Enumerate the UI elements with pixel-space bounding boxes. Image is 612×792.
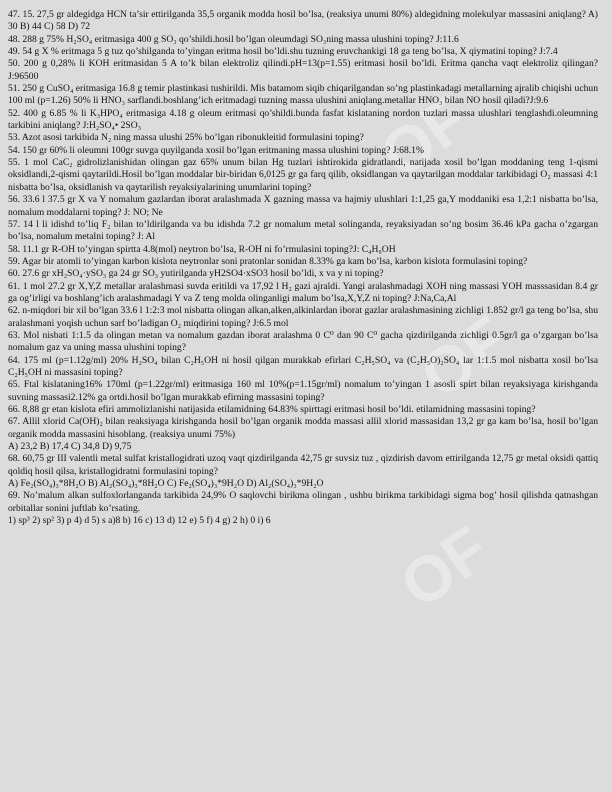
problem-48: 48. 288 g 75% H₂SO₄ eritmasiga 400 g SO₃ qo’shildi.hosil bo’lgan oleumdagi SO₃ning massa ulushini toping? J:11.6 (8, 33, 459, 45)
problem-49: 49. 54 g X % eritmaga 5 g tuz qo’shilganda to’yingan eritma hosil bo’ldi.shu tuzning eruvchankigi 18 ga teng bo’lsa, X qiymatini toping? J:7.4 (8, 46, 558, 58)
problem-55: 55. 1 mol CaC₂ gidrolizlanishidan olingan gaz 65% unum bilan Hg tuzlari ishtirokida gidratlandi, natijada xosil bo’lgan moddaning teng 1-qismi oksidlandi,2-qismi qaytarildi.Hosil bo’lgan moddalar bir-biridan 6,0125 gr ga farq qilib, oksidlangan va qaytarilgan moddalar tarkibidagi O₂ massasi 4:1 nisbatta bo’lsa, oksidlanish va qaytarilish reyaksiyalarining unumlarini toping? (8, 157, 598, 193)
watermark: OF OF OF (367, 82, 522, 622)
problem-66: 66. 8,88 gr etan kislota efiri ammolizlanishi natijasida etilamidning 64.83% spirttagi eritmasi hosil bo’ldi. etilamidning massasini toping? (8, 404, 536, 415)
problem-53: 53. Azot asosi tarkibida N₂ ning massa ulushi 25% bo’lgan ribonukleitid formulasini toping? (8, 132, 364, 144)
problem-68: 68. 60,75 gr III valentli metal sulfat kristallogidrati uzoq vaqt qizdirilganda 42,75 gr suvsiz tuz , qizdirish davom ettirilganda 12,75 gr metal oksidi qattiq qoldiq hosil qilsa, kristallogidratni formulasini toping? (8, 453, 598, 477)
problem-63: 63. Mol nisbati 1:1.5 da olingan metan va nomalum gazdan iborat aralashma 0 C⁰ dan 90 C⁰ gacha qizdirilganda zichligi 0.5gr/l ga o’zgargan bo’lsa nomalum gaz va uning massa ulushini toping? (8, 329, 598, 354)
problem-62: 62. n-miqdori bir xil bo’lgan 33.6 l 1:2:3 mol nisbatta olingan alkan,alken,alkinlardan iborat gazlar aralashmasining zichligi 1.852 gr/l ga teng bo’lsa, shu aralashmani yoqish uchun sarf bo’ladigan O₂ miqdirini toping? J:6.5 mol (8, 305, 598, 329)
problem-67-options: A) 23,2 B) 17,4 C) 34,8 D) 9,75 (8, 441, 132, 453)
problem-69-options: 1) sp³ 2) sp² 3) p 4) d 5) s a)8 b) 16 c) 13 d) 12 e) 5 f) 4 g) 2 h) 0 i) 6 (8, 515, 271, 527)
problem-59: 59. Agar bir atomli to’yingan karbon kislota neytronlar soni pratonlar sonidan 8.33% ga kam bo’lsa, karbon kislota formulasini toping? (8, 255, 528, 267)
problem-65: 65. Ftal kislataning16% 170ml (p=1.22gr/ml) eritmasiga 160 ml 10%(p=1.15gr/ml) nomalum to’yingan 1 asosli spirt bilan reyaksiyaga kirishganda suvning massasi2.12% ga ortdi.hosil bo’lgan murakkab efirning massasini toping? (8, 379, 598, 403)
problem-54: 54. 150 gr 60% li oleumni 100gr suvga quyilganda xosil bo’lgan eritmaning massa ulushini toping? J:68.1% (8, 144, 424, 156)
problem-58: 58. 11.1 gr R-OH to’yingan spirtta 4.8(mol) neytron bo’lsa, R-OH ni fo’rmulasini toping?J: C₄H₉OH (8, 243, 396, 255)
problem-51: 51. 250 g CuSO₄ eritmasiga 16.8 g temir plastinkasi tushirildi. Mis batamom siqib chiqarilgandan so’ng plastinkadagi metallarning ajralib chiqishi uchun 100 ml (p=1.26) 50% li HNO₃ sarflandi.boshlang’ich eritmadagi tuzning massa ulushini aniqlang.metallar HNO₃ bilan NO hosil qiladi?J:9.6 (8, 83, 598, 107)
problem-50: 50. 200 g 0,28% li KOH eritmasidan 5 A to’k bilan elektroliz qilindi.pH=13(p=1.55) eritmasi hosil bo’ldi. Eritma qancha vaqt elektroliz qilingan?J:96500 (8, 58, 598, 82)
problem-64: 64. 175 ml (p=1.12g/ml) 20% H₂SO₄ bilan C₂H₅OH ni hosil qilgan murakkab efirlari C₂H₅SO₄ va (C₂H₅O)₂SO₄ lar 1:1.5 mol nisbatta xosil bo’lsa C₂H₅OH ni massasini toping? (8, 354, 598, 378)
problem-69: 69. No’malum alkan sulfoxlorlanganda tarkibida 24,9% O saqlovchi birikma olingan , ushbu birikma tarkibidagi sigma bog’ hosil qilishda qatnashgan orbitallar sonini juftlab ko’rsating. (8, 490, 598, 514)
problem-56: 56. 33.6 l 37.5 gr X va Y nomalum gazlardan iborat aralashmada X gazning massa va hajmiy ulushlari 1:1,25 ga,Y moddaniki esa 1,2:1 nisbatta bo’lsa, nomalum moddalarni toping? J: NO; Ne (8, 194, 598, 218)
document-page (8, 9, 598, 527)
problem-68-options: A) Fe₂(SO₄)₃*8H₂O B) Al₂(SO₄)₃*8H₂O C) Fe₂(SO₄)₃*9H₂O D) Al₂(SO₄)₃*9H₂O (8, 478, 324, 490)
problem-60: 60. 27.6 gr xH₂SO₄·ySO₃ ga 24 gr SO₃ yutirilganda yH2SO4·xSO3 hosil bo’ldi, x va y ni toping? (8, 268, 384, 280)
problem-52: 52. 400 g 6.85 % li K₃HPO₄ eritmasiga 4.18 g oleum eritmasi qo’shildi.bunda fasfat kislataning nordon tuzlari massa ulushlari tenglashdi.oleumning tarkibini aniqlang? J:H₂SO₄• 2SO₃ (8, 107, 598, 132)
problem-61: 61. 1 mol 27.2 gr X,Y,Z metallar aralashmasi suvda eritildi va 17,92 l H₂ gazi ajraldi. Yangi aralashmadagi XOH ning massasi YOH masssasidan 8.4 gr ga og’irligi va boshlang’ich aralashmadagi Y va Z teng molda olinganligi malum bo’lsa,X,Y,Z ni toping? J:Na,Ca,Al (8, 280, 598, 304)
problem-67: 67. Allil xlorid Ca(OH)₂ bilan reaksiyaga kirishganda hosil bo’lgan organik modda massasi allil xlorid massasidan 13,2 gr ga kam bo’lsa, hosil bo’lgan organik modda massasini hisoblang. (reaksiya unumi 75%) (8, 416, 598, 440)
problem-47: 47. 15. 27,5 gr aldegidga HCN ta’sir ettirilganda 35,5 organik modda hosil bo’lsa, (reaksiya unumi 80%) aldegidning molekulyar massasini aniqlang? A) 30 B) 44 C) 58 D) 72 (8, 9, 598, 33)
problem-57: 57. 14 l li idishd to’liq F₂ bilan to’ldirilganda va bu idishda 7.2 gr nomalum metal solinganda, reyaksiyadan so’ng bosim 36.46 kPa gacha o’zgargan bo’lsa, nomalum metalni toping? J: Al (8, 218, 598, 243)
